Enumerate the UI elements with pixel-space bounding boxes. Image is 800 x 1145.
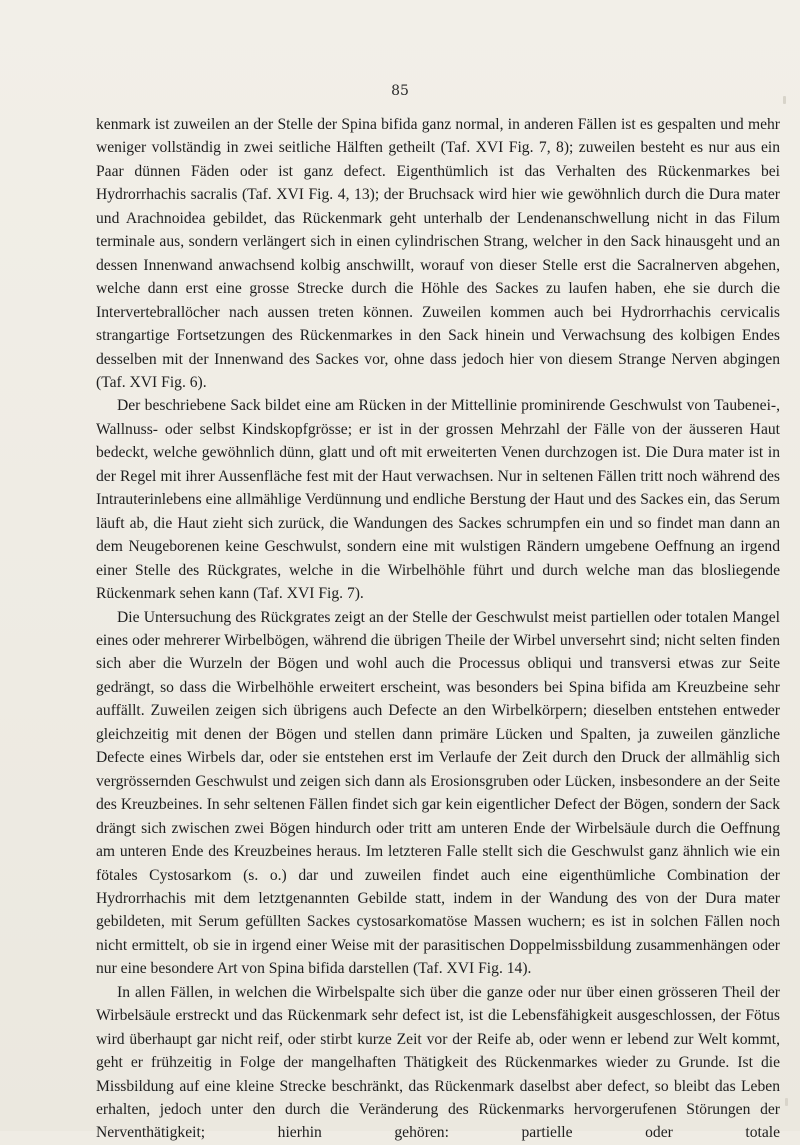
paragraph-3: Die Untersuchung des Rückgrates zeigt an der Stelle der Geschwulst meist partiellen oder totalen Mangel eines oder mehrerer Wirbelbögen, während die übrigen Theile der Wirbel unversehrt sind; nicht selten finden sich aber die Wurzeln der Bögen und wohl auch die Processus obliqui und transversi etwas zur Seite gedrängt, so dass die Wirbelhöhle erweitert erscheint, was besonders bei Spina bifida am Kreuzbeine sehr auffällt. Zuweilen zeigen sich übrigens auch Defecte an den Wirbelkörpern; dieselben entstehen entweder gleichzeitig mit denen der Bögen und stellen dann primäre Lücken und Spalten, ja zuweilen gänzliche Defecte eines Wirbels dar, oder sie entstehen erst im Verlaufe der Zeit durch den Druck der allmählig sich vergrössernden Geschwulst und zeigen sich dann als Erosionsgruben oder Lücken, insbesondere an der Seite des Kreuzbeines. In sehr seltenen Fällen findet sich gar kein eigentlicher Defect der Bögen, sondern der Sack drängt sich zwischen zwei Bögen hindurch oder tritt am unteren Ende der Wirbelsäule durch die Oeffnung am unteren Ende des Kreuzbeines heraus. Im letzteren Falle stellt sich die Geschwulst ganz ähnlich wie ein fötales Cystosarkom (s. o.) dar und zuweilen findet auch eine eigenthümliche Combination der Hydrorrhachis mit dem letztgenannten Gebilde statt, indem in der Wandung des von der Dura mater gebildeten, mit Serum gefüllten Sackes cystosarkomatöse Massen wuchern; es ist in solchen Fällen noch nicht ermittelt, ob sie in irgend einer Weise mit der parasitischen Doppelmissbildung zusammenhängen oder nur eine besondere Art von Spina bifida darstellen (Taf. XVI Fig. 14). [96,608,780,978]
paper-edge-mark [785,1098,788,1106]
paragraph-1: kenmark ist zuweilen an der Stelle der Spina bifida ganz normal, in anderen Fällen ist es gespalten und mehr weniger vollständig in zwei seitliche Hälften getheilt (Taf. XVI Fig. 7, 8); zuweilen besteht es nur aus ein Paar dünnen Fäden oder ist ganz defect. Eigenthümlich ist das Verhalten des Rückenmarkes bei Hydrorrhachis sacralis (Taf. XVI Fig. 4, 13); der Bruchsack wird hier wie gewöhnlich durch die Dura mater und Arachnoidea gebildet, das Rückenmark geht unterhalb der Lendenanschwellung nicht in das Filum terminale aus, sondern verlängert sich in einen cylindrischen Strang, welcher in den Sack hinausgeht und an dessen Innenwand anwachsend kolbig anschwillt, worauf von dieser Stelle erst die Sacralnerven abgehen, welche dann erst eine grosse Strecke durch die Höhle des Sackes zu laufen haben, ehe sie durch die Intervertebrallöcher nach aussen treten können. Zuweilen kommen auch bei Hydrorrhachis cervicalis strangartige Fortsetzungen des Rückenmarkes in den Sack hinein und Verwachsung des kolbigen Endes desselben mit der Innenwand des Sackes vor, ohne dass jedoch hier von diesem Strange Nerven abgingen (Taf. XVI Fig. 6). [96,116,780,391]
paragraph-4: In allen Fällen, in welchen die Wirbelspalte sich über die ganze oder nur über einen grösseren Theil der Wirbelsäule erstreckt und das Rückenmark sehr defect ist, ist die Lebensfähigkeit ausgeschlossen, der Fötus wird überhaupt gar nicht reif, oder stirbt kurze Zeit vor der Reife ab, oder wenn er lebend zur Welt kommt, geht er frühzeitig in Folge der mangelhaften Thätigkeit des Rückenmarkes wieder zu Grunde. Ist die Missbildung auf eine kleine Strecke beschränkt, das Rückenmark daselbst aber defect, so bleibt das Leben erhalten, jedoch unter den durch die Veränderung des Rückenmarks hervorgerufenen Störungen der Nerventhätigkeit; hierhin gehören: partielle oder totale [96,983,780,1142]
paragraph-2: Der beschriebene Sack bildet eine am Rücken in der Mittellinie prominirende Geschwulst von Taubenei-, Wallnuss- oder selbst Kindskopfgrösse; er ist in der grossen Mehrzahl der Fälle von der äusseren Haut bedeckt, welche gewöhnlich dünn, glatt und oft mit erweiterten Venen durchzogen ist. Die Dura mater ist in der Regel mit ihrer Aussenfläche fest mit der Haut verwachsen. Nur in seltenen Fällen tritt noch während des Intrauterinlebens eine allmählige Verdünnung und endliche Berstung der Haut und des Sackes ein, das Serum läuft ab, die Haut zieht sich zurück, die Wandungen des Sackes schrumpfen ein und so findet man dann an dem Neugeborenen keine Geschwulst, sondern eine mit wulstigen Rändern umgebene Oeffnung an irgend einer Stelle des Rückgrates, welche in die Wirbelhöhle führt und durch welche man das blosliegende Rückenmark sehen kann (Taf. XVI Fig. 7). [96,397,780,603]
body-text [96,113,780,1145]
page-number: 85 [391,83,409,99]
paper-edge-mark [783,96,786,104]
